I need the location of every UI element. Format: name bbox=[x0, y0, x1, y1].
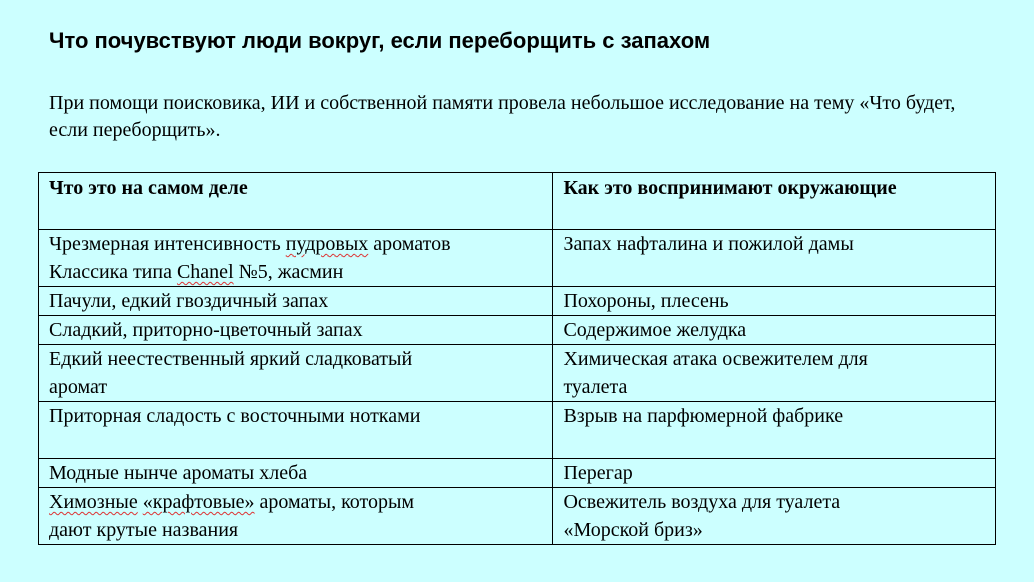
cell-line: Модные нынче ароматы хлеба bbox=[49, 462, 308, 484]
reality-cell bbox=[39, 345, 553, 402]
cell-line: Химическая атака освежителем для bbox=[563, 348, 868, 370]
cell-line: Едкий неестественный яркий сладковатый bbox=[49, 348, 413, 370]
header-perception: Как это воспринимают окружающие bbox=[553, 173, 996, 230]
table-row bbox=[39, 287, 996, 316]
cell-line: Запах нафталина и пожилой дамы bbox=[563, 233, 854, 255]
table-row bbox=[39, 488, 996, 545]
perception-cell bbox=[553, 402, 996, 459]
table-row bbox=[39, 459, 996, 488]
cell-line: Химозные «крафтовые» ароматы, которым bbox=[49, 491, 415, 513]
perception-cell bbox=[553, 345, 996, 402]
cell-line: Пачули, едкий гвоздичный запах bbox=[49, 290, 329, 312]
table-row bbox=[39, 345, 996, 402]
header-reality: Что это на самом деле bbox=[39, 173, 553, 230]
cell-line: аромат bbox=[49, 376, 108, 398]
table-row bbox=[39, 316, 996, 345]
cell-line: дают крутые названия bbox=[49, 519, 239, 541]
perception-cell bbox=[553, 459, 996, 488]
perception-cell bbox=[553, 488, 996, 545]
cell-line: Чрезмерная интенсивность пудровых ароматов bbox=[49, 233, 451, 255]
intro-paragraph: При помощи поисковика, ИИ и собственной памяти провела небольшое исследование на тему «Что будет, если переборщить». bbox=[49, 92, 956, 141]
reality-cell bbox=[39, 230, 553, 287]
comparison-table bbox=[38, 172, 996, 545]
cell-line: туалета bbox=[563, 376, 628, 398]
table-row bbox=[39, 402, 996, 459]
cell-line: Содержимое желудка bbox=[563, 319, 747, 341]
table-header-row bbox=[39, 173, 996, 230]
perception-cell bbox=[553, 316, 996, 345]
table-row bbox=[39, 230, 996, 287]
cell-line: Похороны, плесень bbox=[563, 290, 729, 312]
cell-line: «Морской бриз» bbox=[563, 519, 703, 541]
reality-cell bbox=[39, 287, 553, 316]
cell-line: Сладкий, приторно-цветочный запах bbox=[49, 319, 363, 341]
cell-line: Классика типа Chanel №5, жасмин bbox=[49, 261, 344, 283]
reality-cell bbox=[39, 488, 553, 545]
reality-cell bbox=[39, 316, 553, 345]
cell-line: Взрыв на парфюмерной фабрике bbox=[563, 405, 844, 427]
reality-cell bbox=[39, 459, 553, 488]
perception-cell bbox=[553, 287, 996, 316]
reality-cell bbox=[39, 402, 553, 459]
page-title: Что почувствуют люди вокруг, если переборщить с запахом bbox=[49, 28, 711, 53]
perception-cell bbox=[553, 230, 996, 287]
cell-line: Приторная сладость с восточными нотками bbox=[49, 405, 421, 427]
cell-line: Перегар bbox=[563, 462, 633, 484]
cell-line: Освежитель воздуха для туалета bbox=[563, 491, 841, 513]
